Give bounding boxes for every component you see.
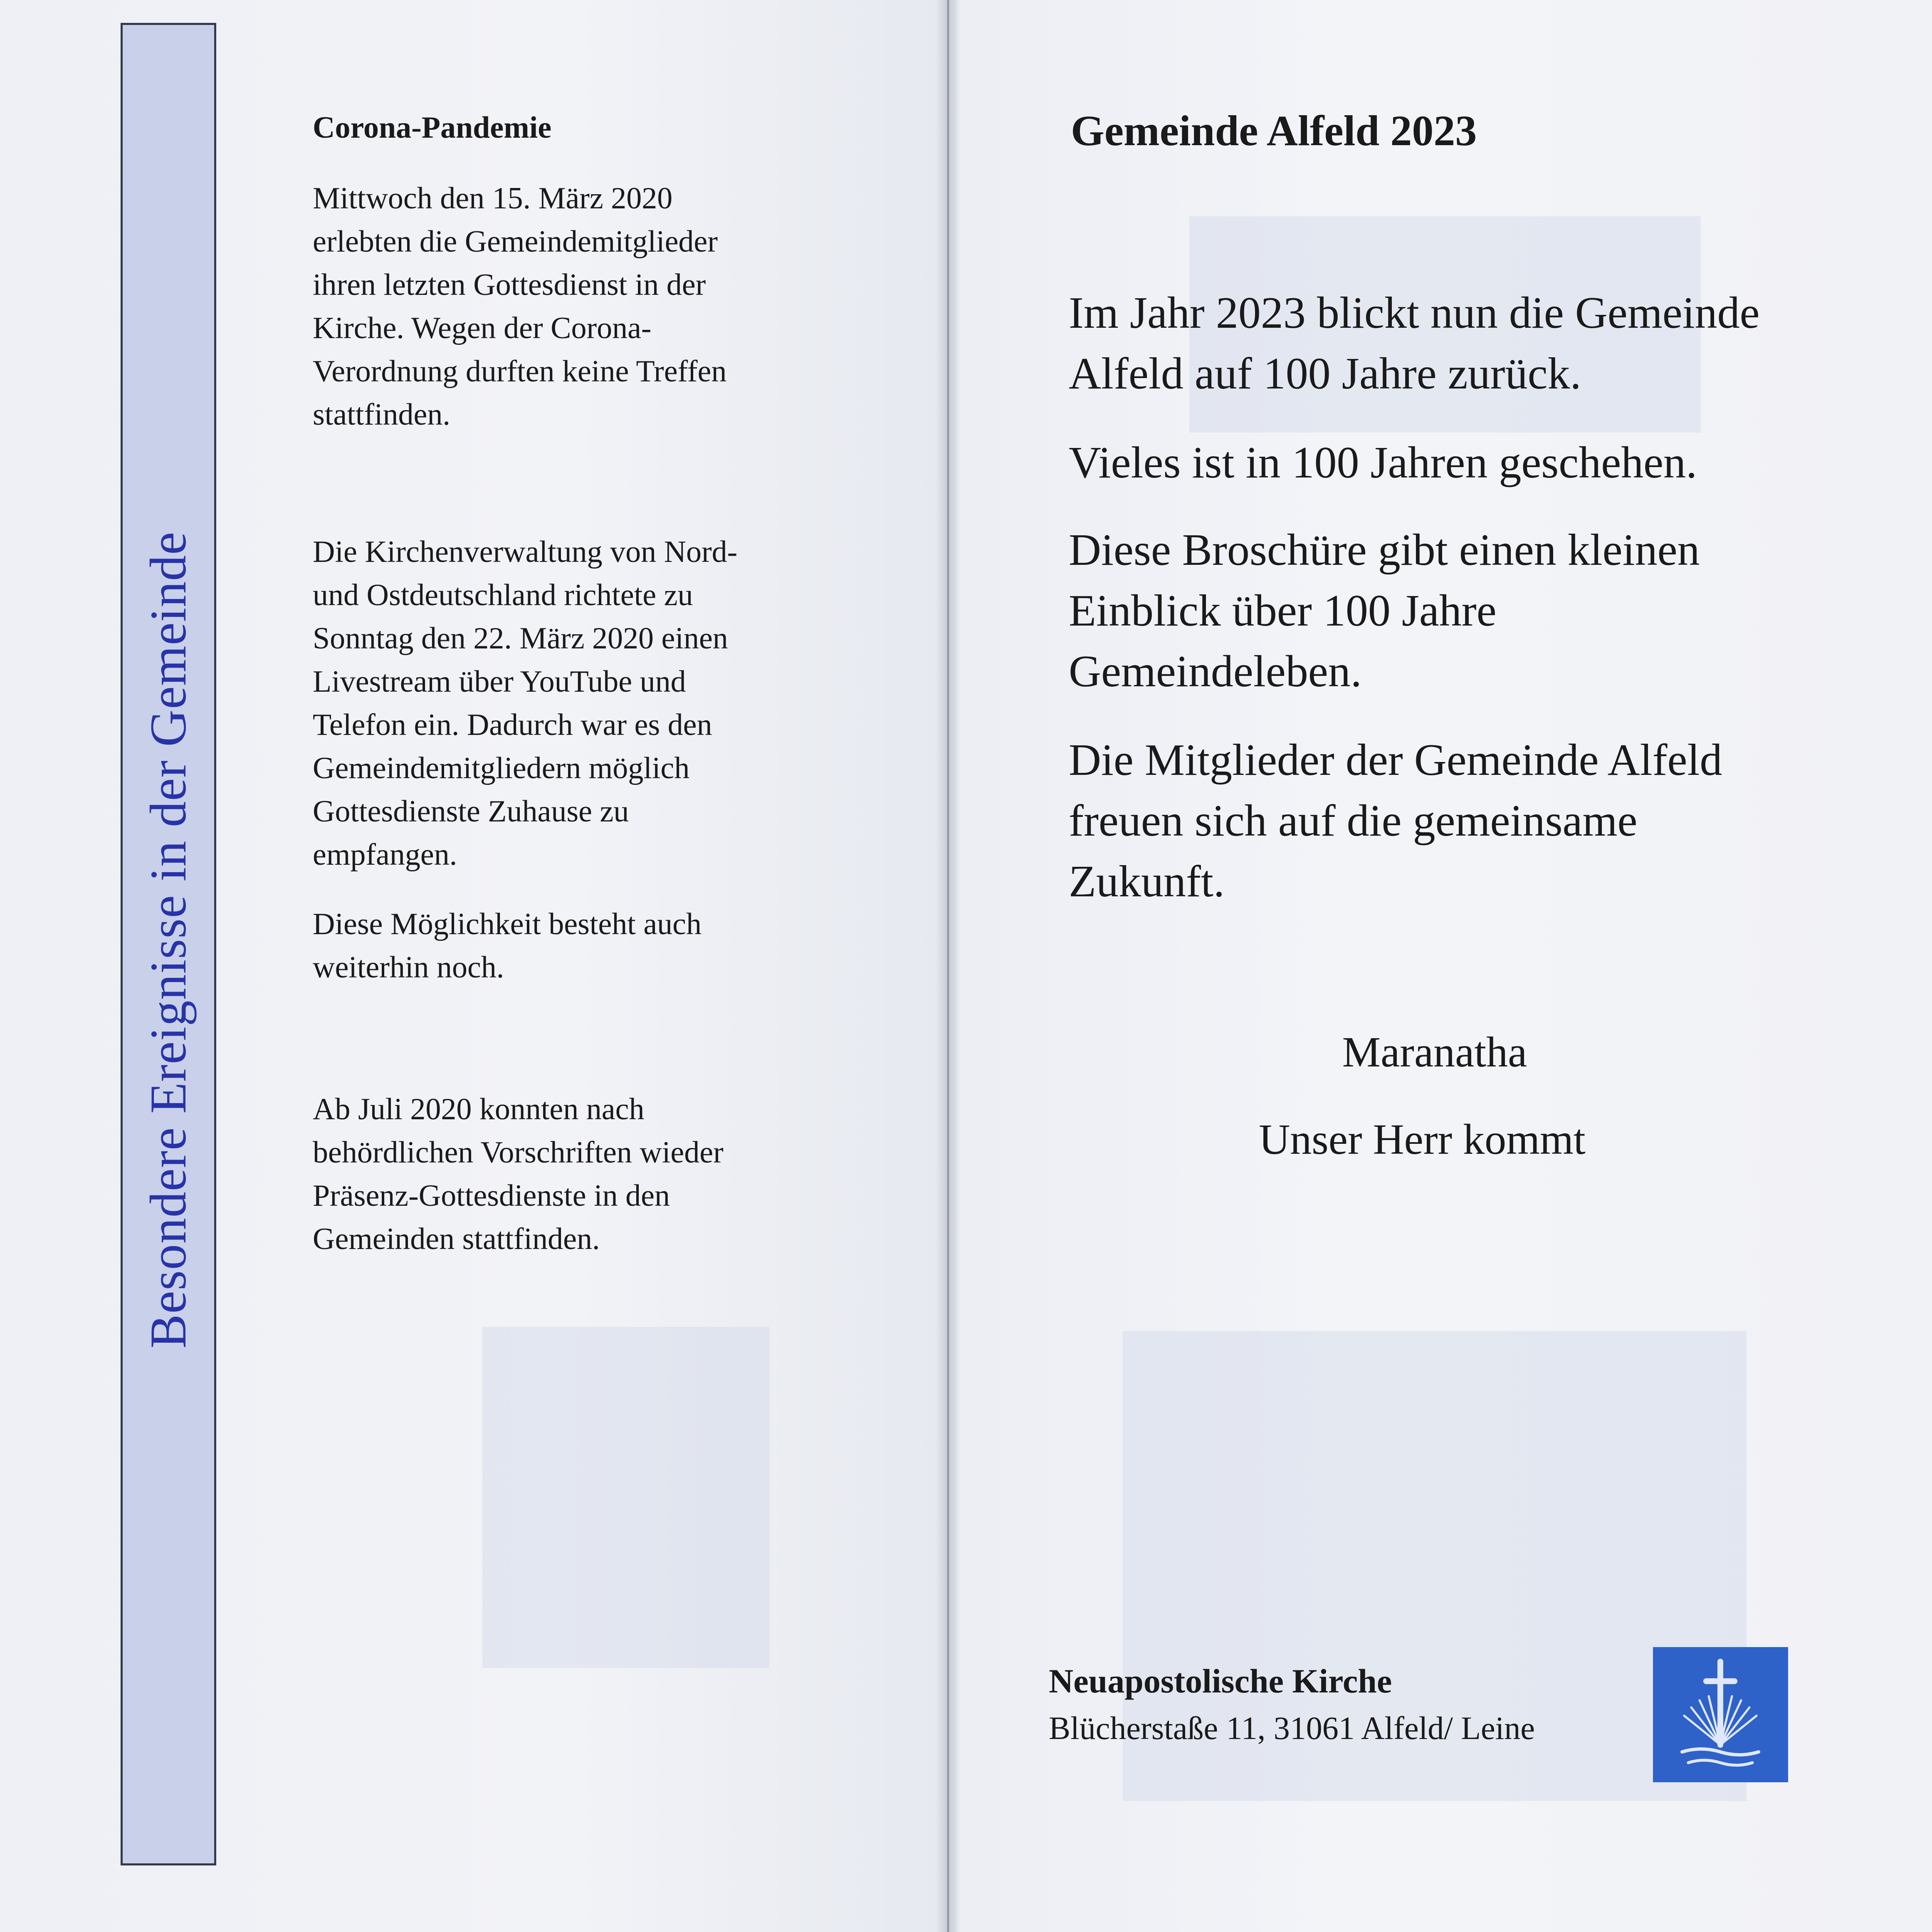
org-name: Neuapostolische Kirche bbox=[1049, 1662, 1392, 1700]
text-line: Mittwoch den 15. März 2020 bbox=[313, 181, 673, 215]
text-line: erlebten die Gemeindemitglieder bbox=[313, 225, 718, 259]
text-line: Ab Juli 2020 konnten nach bbox=[313, 1092, 645, 1126]
ghost-image bbox=[482, 1327, 769, 1668]
right-paragraph-4 bbox=[1069, 730, 1850, 912]
side-title: Besondere Ereignisse in der Gemeinde bbox=[140, 531, 197, 1349]
org-address: Blücherstaße 11, 31061 Alfeld/ Leine bbox=[1049, 1710, 1535, 1746]
text-line: Gemeindeleben. bbox=[1069, 647, 1362, 696]
text-line: Vieles ist in 100 Jahren geschehen. bbox=[1069, 438, 1697, 487]
left-paragraph-1 bbox=[313, 177, 833, 436]
closing-unser-herr-kommt: Unser Herr kommt bbox=[1259, 1116, 1586, 1163]
page-fold bbox=[936, 0, 961, 1932]
text-line: Im Jahr 2023 blickt nun die Gemeinde bbox=[1069, 288, 1760, 338]
text-line: Diese Möglichkeit besteht auch bbox=[313, 907, 702, 941]
text-line: Diese Broschüre gibt einen kleinen bbox=[1069, 525, 1700, 575]
text-line: Kirche. Wegen der Corona- bbox=[313, 311, 652, 345]
left-paragraph-3 bbox=[313, 903, 833, 989]
text-line: Gottesdienste Zuhause zu bbox=[313, 794, 629, 829]
text-line: Die Mitglieder der Gemeinde Alfeld bbox=[1069, 735, 1722, 785]
text-line: Gemeinden stattfinden. bbox=[313, 1222, 600, 1256]
closing-maranatha: Maranatha bbox=[1342, 1028, 1527, 1076]
text-line: Telefon ein. Dadurch war es den bbox=[313, 708, 712, 742]
text-line: Gemeindemitgliedern möglich bbox=[313, 751, 690, 785]
section-title: Corona-Pandemie bbox=[313, 111, 552, 145]
text-line: Einblick über 100 Jahre bbox=[1069, 586, 1497, 636]
text-line: und Ostdeutschland richtete zu bbox=[313, 578, 693, 612]
text-line: behördlichen Vorschriften wieder bbox=[313, 1135, 724, 1170]
text-line: Verordnung durften keine Treffen bbox=[313, 354, 727, 388]
left-paragraph-4 bbox=[313, 1088, 833, 1261]
text-line: Die Kirchenverwaltung von Nord- bbox=[313, 535, 738, 569]
text-line: empfangen. bbox=[313, 838, 457, 872]
left-paragraph-2 bbox=[313, 530, 833, 876]
text-line: Zukunft. bbox=[1069, 857, 1225, 906]
text-line: freuen sich auf die gemeinsame bbox=[1069, 796, 1638, 846]
page-title: Gemeinde Alfeld 2023 bbox=[1071, 107, 1477, 155]
text-line: Präsenz-Gottesdienste in den bbox=[313, 1179, 670, 1213]
text-line: Livestream über YouTube und bbox=[313, 665, 686, 699]
nak-cross-emblem-icon bbox=[1653, 1647, 1788, 1782]
text-line: Sonntag den 22. März 2020 einen bbox=[313, 621, 728, 656]
right-paragraph-2 bbox=[1069, 433, 1850, 493]
text-line: ihren letzten Gottesdienst in der bbox=[313, 268, 706, 302]
right-paragraph-3 bbox=[1069, 520, 1850, 702]
text-line: weiterhin noch. bbox=[313, 950, 504, 985]
text-line: stattfinden. bbox=[313, 398, 450, 432]
text-line: Alfeld auf 100 Jahre zurück. bbox=[1069, 349, 1581, 398]
right-paragraph-1 bbox=[1069, 283, 1850, 404]
